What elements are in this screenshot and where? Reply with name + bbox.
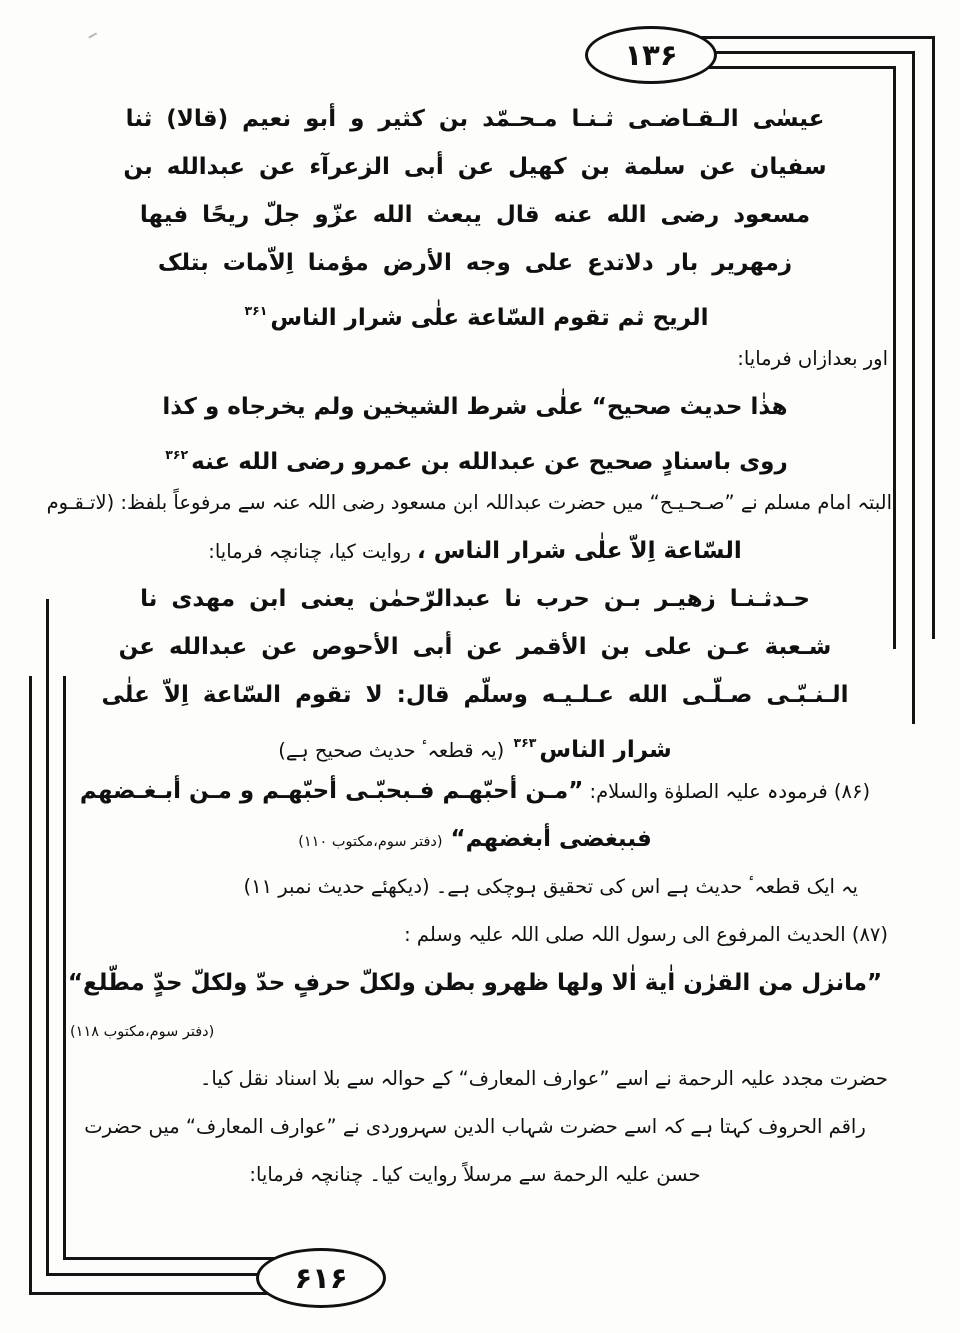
text-segment: حضرت مجدد علیہ الرحمة نے اسے ”عوارف المعارف“ کے حوالہ سے بلا اسناد نقل کیا۔ (199, 1067, 888, 1090)
text-line (58, 623, 892, 671)
body-text (46, 95, 892, 1199)
text-line (58, 815, 892, 863)
text-line (58, 527, 892, 575)
footer-number: ۶۱۶ (294, 1261, 348, 1295)
text-segment: سفيان عن سلمة بن كهيل عن أبى الزعرآء عن عبدالله بن (123, 154, 827, 180)
text-line (58, 1103, 892, 1151)
page-number-badge (585, 26, 717, 84)
text-line (58, 1055, 892, 1103)
text-segment: (یہ قطعہٴ حدیث صحیح ہے) (278, 739, 511, 762)
text-line (58, 671, 892, 719)
text-segment: شـعبة عـن على بن الأقمر عن أبى الأحوص عن عبدالله عن (118, 634, 832, 660)
text-segment: (۸۷) الحدیث المرفوع الی رسول اللہ صلی اللہ علیہ وسلم : (404, 923, 888, 946)
text-segment: هذٰا حديث صحيح“ علٰى شرط الشيخين ولم يخرجاه و كذا (162, 394, 788, 420)
text-segment: شرار الناس (539, 737, 672, 763)
text-segment: اور بعدازاں فرمایا: (737, 347, 888, 370)
text-line (58, 1007, 892, 1055)
text-segment: البتہ امام مسلم نے ”صـحـیـح“ میں حضرت عبداللہ ابن مسعود رضی اللہ عنہ سے مرفوعاً بلفظ: (لاتـقـوم (46, 491, 892, 514)
scan-artifact (88, 32, 100, 44)
text-line (58, 575, 892, 623)
footer-badge (256, 1248, 386, 1308)
text-segment: السّاعة اِلاّ علٰى شرار الناس ، (417, 538, 742, 564)
text-line (58, 719, 892, 767)
text-line (58, 863, 892, 911)
text-line (58, 287, 892, 335)
text-segment: روایت کیا، چنانچہ فرمایا: (208, 540, 418, 563)
text-segment: ”مـن أحبّهـم فـبحبّـى أحبّهـم و مـن أبـغـضهم (79, 778, 584, 804)
footnote-marker: ۳۶۳ (513, 735, 537, 750)
text-segment: ”مانزل من القرٰن اٰية اٰلا ولها ظهرو بطن ولكلّ حرفٍ حدّ ولكلّ حدٍّ مطّلع“ (67, 970, 883, 996)
text-segment: الـنـبّـى صـلّـى الله عـلـيـه وسلّم قال: لا تقوم السّاعة اِلاّ علٰى (101, 682, 849, 708)
page-number: ۱۳۶ (624, 38, 678, 72)
text-line (58, 383, 892, 431)
text-line (58, 911, 892, 959)
text-segment: الريح ثم تقوم السّاعة علٰى شرار الناس (270, 305, 709, 331)
text-line (58, 959, 892, 1007)
text-segment: (۸۶) فرمودہ علیہ الصلوٰة والسلام: (583, 780, 871, 803)
text-line (58, 239, 892, 287)
text-segment: فببغضى أبغضهم“ (442, 826, 652, 852)
reference-note: (دفتر سوم،مکتوب ۱۱۰) (298, 834, 443, 850)
text-line (58, 143, 892, 191)
text-line (58, 767, 892, 815)
text-segment: راقم الحروف کہتا ہے کہ اسے حضرت شہاب الدین سہروردی نے ”عوارف المعارف“ میں حضرت (84, 1115, 866, 1138)
text-segment: یہ ایک قطعہٴ حدیث ہے اس کی تحقیق ہوچکی ہے۔ (دیکھئے حدیث نمبر ۱۱) (243, 875, 858, 898)
text-line (58, 431, 892, 479)
footnote-marker: ۳۶۲ (165, 447, 189, 462)
text-line (58, 191, 892, 239)
text-line (58, 335, 892, 383)
text-segment: روى باسنادٍ صحيح عن عبدالله بن عمرو رضى الله عنه (191, 449, 788, 475)
text-segment: مسعود رضى الله عنه قال يبعث الله عزّو جلّ ريحًا فيها (139, 202, 811, 228)
footnote-marker: ۳۶۱ (244, 303, 268, 318)
text-line (58, 95, 892, 143)
text-segment: حسن علیہ الرحمة سے مرسلاً روایت کیا۔ چنانچہ فرمایا: (249, 1163, 701, 1186)
text-line (58, 1151, 892, 1199)
text-segment: عيسٰى الـقـاضـى ثـنـا مـحـمّد بن كثير و أبو نعيم (قالا) ثنا (125, 106, 825, 132)
text-line (46, 479, 892, 527)
text-segment: حـدثـنـا زهيـر بـن حرب نا عبدالرّحمٰن يعنى ابن مهدى نا (140, 586, 810, 612)
text-segment: زمهرير بار دلاتدع على وجه الأرض مؤمنا اِلاّمات بتلک (157, 250, 793, 276)
reference-note: (دفتر سوم،مکتوب ۱۱۸) (70, 1024, 215, 1040)
